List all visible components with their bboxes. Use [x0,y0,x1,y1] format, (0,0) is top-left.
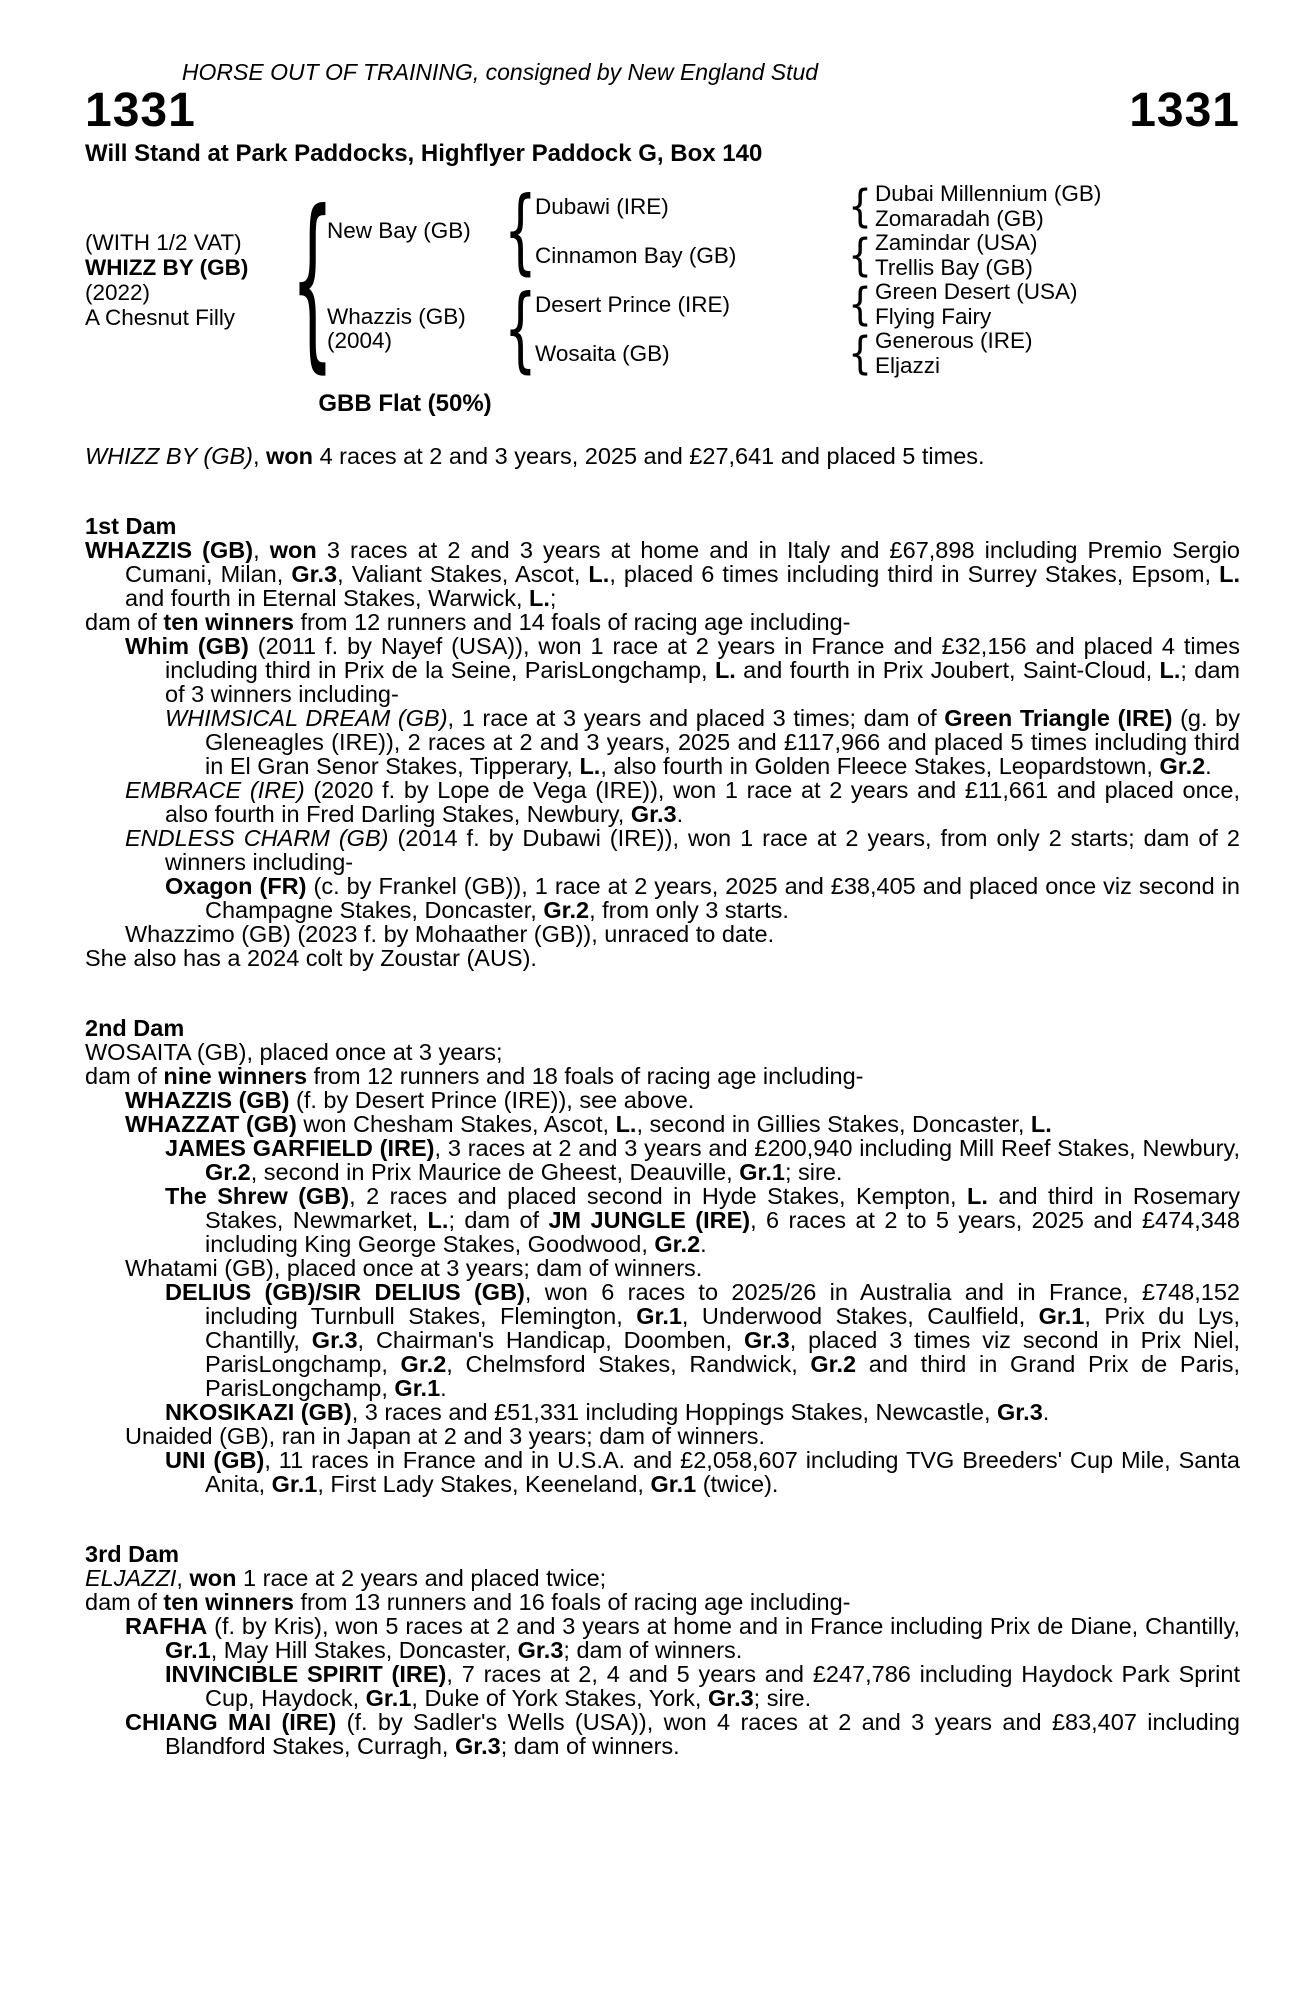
pedigree-entry: dam of ten winners from 12 runners and 14 foals of racing age including- [85,609,851,635]
consignment-line: HORSE OUT OF TRAINING, consigned by New England Stud [181,59,819,85]
pedigree-entry: WHAZZIS (GB), won 3 races at 2 and 3 years at home and in Italy and £67,898 including Premio Sergio Cumani, Milan, Gr.3, Valiant Stakes, Ascot, L., placed 6 times including third in Surrey Stakes, Epsom, L. and fourth in Eternal Stakes, Warwick, L.; [85,537,1241,611]
pedigree-gen4-name: Trellis Bay (GB) [875,254,1033,280]
pedigree-entry: Unaided (GB), ran in Japan at 2 and 3 years; dam of winners. [125,1423,766,1449]
pedigree-gen4-name: Green Desert (USA) [875,279,1078,305]
brace-icon: { [848,278,872,331]
vat-note: (WITH 1/2 VAT) [85,230,242,255]
pedigree-gen4-name: Zomaradah (GB) [875,205,1044,231]
pedigree-gen3-name: Wosaita (GB) [535,340,670,366]
gbb-scheme-label: GBB Flat (50%) [318,390,492,417]
pedigree-chart [85,170,1240,390]
pedigree-subject [85,230,297,330]
lot-number-row [85,86,1240,136]
pedigree-gen3-name: Cinnamon Bay (GB) [535,242,737,268]
pedigree-gen4-name: Eljazzi [875,352,941,378]
dam-name: Whazzis (GB) (2004) [327,280,505,378]
pedigree-entry: She also has a 2024 colt by Zoustar (AUS). [85,945,537,971]
lot-number-right: 1331 [1129,84,1240,137]
horse-description: A Chesnut Filly [85,305,236,330]
pedigree-gen4-name: Generous (IRE) [875,328,1033,354]
brace-icon: { [848,180,872,233]
dam-heading: 3rd Dam [85,1541,180,1567]
pedigree-entry: NKOSIKAZI (GB), 3 races and £51,331 including Hoppings Stakes, Newcastle, Gr.3. [165,1399,1050,1425]
dam-heading: 2nd Dam [85,1015,185,1041]
stand-location: Will Stand at Park Paddocks, Highflyer Paddock G, Box 140 [85,140,763,167]
pedigree-entry: JAMES GARFIELD (IRE), 3 races at 2 and 3 years and £200,940 including Mill Reef Stakes, Newbury, Gr.2, second in Prix Maurice de Gheest, Deauville, Gr.1; sire. [165,1135,1240,1185]
pedigree-entry: EMBRACE (IRE) (2020 f. by Lope de Vega (IRE)), won 1 race at 2 years and £11,661 and placed once, also fourth in Fred Darling Stakes, Newbury, Gr.3. [125,777,1240,827]
dam-sections [85,514,1240,1758]
pedigree-entry: CHIANG MAI (IRE) (f. by Sadler's Wells (USA)), won 4 races at 2 and 3 years and £83,407 including Blandford Stakes, Curragh, Gr.3; dam of winners. [125,1709,1241,1759]
brace-icon: { [503,176,537,285]
pedigree-entry: INVINCIBLE SPIRIT (IRE), 7 races at 2, 4 and 5 years and £247,786 including Haydock Park Sprint Cup, Haydock, Gr.1, Duke of York Stakes, York, Gr.3; sire. [165,1661,1240,1711]
pedigree-entry: RAFHA (f. by Kris), won 5 races at 2 and 3 years at home and in France including Prix de Diane, Chantilly, Gr.1, May Hill Stakes, Doncaster, Gr.3; dam of winners. [125,1613,1240,1663]
pedigree-gen3-name: Desert Prince (IRE) [535,291,731,317]
pedigree-entry: WHIMSICAL DREAM (GB), 1 race at 3 years and placed 3 times; dam of Green Triangle (IRE) (g. by Gleneagles (IRE)), 2 races at 2 and 3 years, 2025 and £117,966 and placed 5 times including third in El Gran Senor Stakes, Tipperary, L., also fourth in Golden Fleece Stakes, Leopardstown, Gr.2. [165,705,1240,779]
pedigree-gen3-name: Dubawi (IRE) [535,193,669,219]
dam-heading: 1st Dam [85,513,177,539]
pedigree-entry: The Shrew (GB), 2 races and placed second in Hyde Stakes, Kempton, L. and third in Rosemary Stakes, Newmarket, L.; dam of JM JUNGLE (IRE), 6 races at 2 to 5 years, 2025 and £474,348 including King George Stakes, Goodwood, Gr.2. [165,1183,1240,1257]
pedigree-entry: dam of ten winners from 13 runners and 16 foals of racing age including- [85,1589,851,1615]
pedigree-entry: UNI (GB), 11 races in France and in U.S.A. and £2,058,607 including TVG Breeders' Cup Mile, Santa Anita, Gr.1, First Lady Stakes, Keeneland, Gr.1 (twice). [165,1447,1240,1497]
pedigree-entry: WHAZZAT (GB) won Chesham Stakes, Ascot, L., second in Gillies Stakes, Doncaster, L. [125,1111,1052,1137]
foaling-year: (2022) [85,280,151,305]
pedigree-entry: Whatami (GB), placed once at 3 years; dam of winners. [125,1255,703,1281]
brace-icon: { [848,229,872,282]
pedigree-gen4-name: Zamindar (USA) [875,230,1038,256]
pedigree-entry: WOSAITA (GB), placed once at 3 years; [85,1039,503,1065]
horse-name: WHIZZ BY (GB) [85,255,249,280]
brace-icon: { [848,327,872,380]
brace-icon: { [503,274,537,383]
pedigree-entry: DELIUS (GB)/SIR DELIUS (GB), won 6 races to 2025/26 in Australia and in France, £748,152 including Turnbull Stakes, Flemington, Gr.1, Underwood Stakes, Caulfield, Gr.1, Prix du Lys, Chantilly, Gr.3, Chairman's Handicap, Doomben, Gr.3, placed 3 times viz second in Prix Niel, ParisLongchamp, Gr.2, Chelmsford Stakes, Randwick, Gr.2 and third in Grand Prix de Paris, ParisLongchamp, Gr.1. [165,1279,1241,1401]
pedigree-entry: Whim (GB) (2011 f. by Nayef (USA)), won 1 race at 2 years in France and £32,156 and placed 4 times including third in Prix de la Seine, ParisLongchamp, L. and fourth in Prix Joubert, Saint-Cloud, L.; dam of 3 winners including- [125,633,1241,707]
pedigree-entry: dam of nine winners from 12 runners and 18 foals of racing age including- [85,1063,864,1089]
lot-number-left: 1331 [85,84,196,137]
pedigree-entry: Whazzimo (GB) (2023 f. by Mohaather (GB)), unraced to date. [125,921,775,947]
pedigree-entry: ELJAZZI, won 1 race at 2 years and placed twice; [85,1565,607,1591]
pedigree-text [85,444,1240,1758]
pedigree-entry: WHAZZIS (GB) (f. by Desert Prince (IRE)), see above. [125,1087,695,1113]
pedigree-entry: Oxagon (FR) (c. by Frankel (GB)), 1 race at 2 years, 2025 and £38,405 and placed once viz second in Champagne Stakes, Doncaster, Gr.2, from only 3 starts. [165,873,1240,923]
race-record: WHIZZ BY (GB), won 4 races at 2 and 3 years, 2025 and £27,641 and placed 5 times. [85,443,985,469]
dam-year: (2004) [327,328,393,353]
pedigree-gen4-name: Dubai Millennium (GB) [875,181,1102,207]
brace-icon: { [290,170,334,390]
pedigree-entry: ENDLESS CHARM (GB) (2014 f. by Dubawi (IRE)), won 1 race at 2 years, from only 2 starts; dam of 2 winners including- [125,825,1240,875]
pedigree-gen4-name: Flying Fairy [875,303,992,329]
sire-name: New Bay (GB) [327,218,471,243]
